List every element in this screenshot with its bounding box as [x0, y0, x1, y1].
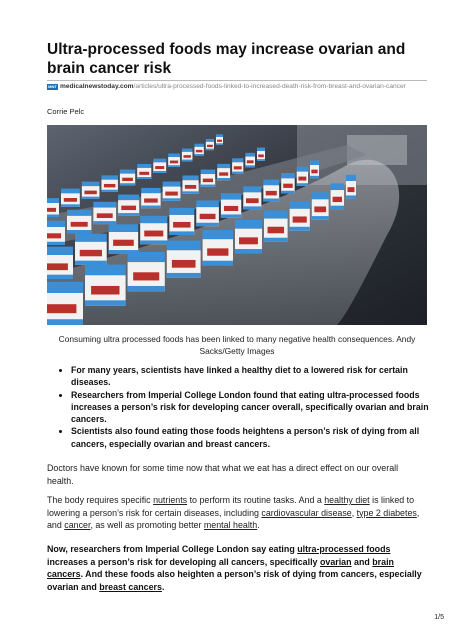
- key-point: • Scientists also found eating those foods heightens a person’s risk of dying from all cancers, especially ovarian and breast cancers.: [71, 425, 443, 450]
- link-healthy-diet[interactable]: healthy diet: [324, 495, 370, 505]
- cracker-box: [47, 221, 65, 245]
- cracker-box: [297, 167, 308, 186]
- cracker-box: [101, 175, 117, 192]
- cracker-box: [163, 182, 181, 201]
- cracker-box: [169, 208, 194, 235]
- cracker-box: [75, 234, 107, 265]
- cracker-box: [331, 183, 344, 209]
- page-number: 1/5: [434, 614, 444, 621]
- cracker-box: [257, 148, 265, 161]
- link-cancer[interactable]: cancer: [64, 520, 91, 531]
- paragraph-nutrition: The body requires specific nutrients to perform its routine tasks. And a healthy diet is linked to lowering a person’s risk for certain diseases, including cardiovascular disease, type 2 diabetes, and cancer, as well as promoting better mental health.: [47, 495, 420, 531]
- paragraph-intro: Doctors have known for some time now that what we eat has a direct effect on our overall health.: [47, 463, 399, 486]
- conveyor-photo-illustration: [47, 125, 427, 325]
- site-favicon-icon: MNT: [48, 84, 57, 89]
- cracker-box: [281, 173, 295, 193]
- key-point: • For many years, scientists have linked a healthy diet to a lowered risk for certain diseases.: [71, 364, 443, 389]
- cracker-box: [137, 164, 151, 179]
- cracker-box: [47, 282, 83, 325]
- image-caption: Consuming ultra processed foods has been linked to many negative health consequences. Andy Sacks/Getty Images: [58, 334, 416, 356]
- source-url[interactable]: [47, 82, 427, 91]
- cracker-box: [61, 189, 80, 207]
- cracker-box: [140, 216, 167, 244]
- cracker-box: [245, 153, 255, 167]
- source-path: /articles/ultra-processed-foods-linked-to-increased-death-risk-from-breast-and-ovarian-cancer: [133, 83, 406, 90]
- link-nutrients[interactable]: nutrients: [153, 495, 188, 505]
- link-type-2-diabetes[interactable]: type 2 diabetes: [356, 507, 417, 518]
- link-brain-cancers[interactable]: brain cancers: [47, 556, 394, 580]
- cracker-box: [235, 220, 262, 253]
- cracker-box: [346, 175, 356, 199]
- link-ultra-processed-foods[interactable]: ultra-processed foods: [297, 544, 391, 554]
- cracker-box: [67, 210, 91, 233]
- cracker-box: [93, 202, 116, 224]
- key-point: • Researchers from Imperial College London found that eating ultra-processed foods increases a person’s risk for developing cancer overall, specifically ovarian and brain cancers.: [71, 389, 443, 426]
- cracker-box: [263, 180, 279, 202]
- cracker-box: [82, 182, 100, 199]
- cracker-box: [120, 170, 135, 186]
- cracker-box: [47, 247, 73, 279]
- cracker-box: [216, 134, 223, 144]
- cracker-box: [264, 210, 288, 242]
- cracker-box: [221, 193, 241, 217]
- cracker-box: [153, 159, 166, 173]
- author-name: Corrie Pelc: [47, 107, 85, 116]
- cracker-box: [217, 164, 230, 180]
- source-domain: medicalnewstoday.com: [60, 83, 134, 90]
- cracker-box: [312, 192, 329, 220]
- cracker-box: [203, 230, 233, 265]
- cracker-box: [118, 195, 139, 216]
- cracker-box: [85, 265, 126, 306]
- cracker-box: [167, 241, 201, 278]
- cracker-box: [206, 139, 214, 150]
- link-mental-health[interactable]: mental health: [203, 520, 258, 531]
- cracker-box: [243, 186, 261, 209]
- paragraph-findings: Now, researchers from Imperial College London say eating ultra-processed foods increases a person’s risk for developing all cancers, specifically ovarian and brain cancers. And these foods also heighten a person’s risk of dying from cancers, especially ovarian and breast cancers.: [47, 544, 422, 592]
- cracker-box: [128, 252, 165, 291]
- cracker-box: [168, 154, 180, 167]
- link-ovarian[interactable]: ovarian: [319, 556, 352, 567]
- cracker-box: [109, 224, 138, 254]
- cracker-box: [182, 149, 193, 162]
- title-divider: [47, 80, 427, 81]
- cracker-box: [141, 188, 160, 208]
- link-cardiovascular-disease[interactable]: cardiovascular disease: [261, 507, 352, 518]
- cracker-box: [290, 201, 310, 231]
- cracker-box: [232, 158, 243, 173]
- article-hero-image: [47, 125, 427, 325]
- key-points-list: [55, 364, 443, 450]
- cracker-box: [201, 170, 216, 187]
- link-breast-cancers[interactable]: breast cancers: [99, 581, 162, 592]
- cracker-box: [310, 160, 319, 178]
- cracker-box: [47, 198, 59, 217]
- cracker-box: [196, 200, 219, 226]
- cracker-box: [194, 144, 203, 156]
- cracker-box: [182, 175, 198, 193]
- article-title: Ultra-processed foods may increase ovarian and brain cancer risk: [47, 41, 406, 77]
